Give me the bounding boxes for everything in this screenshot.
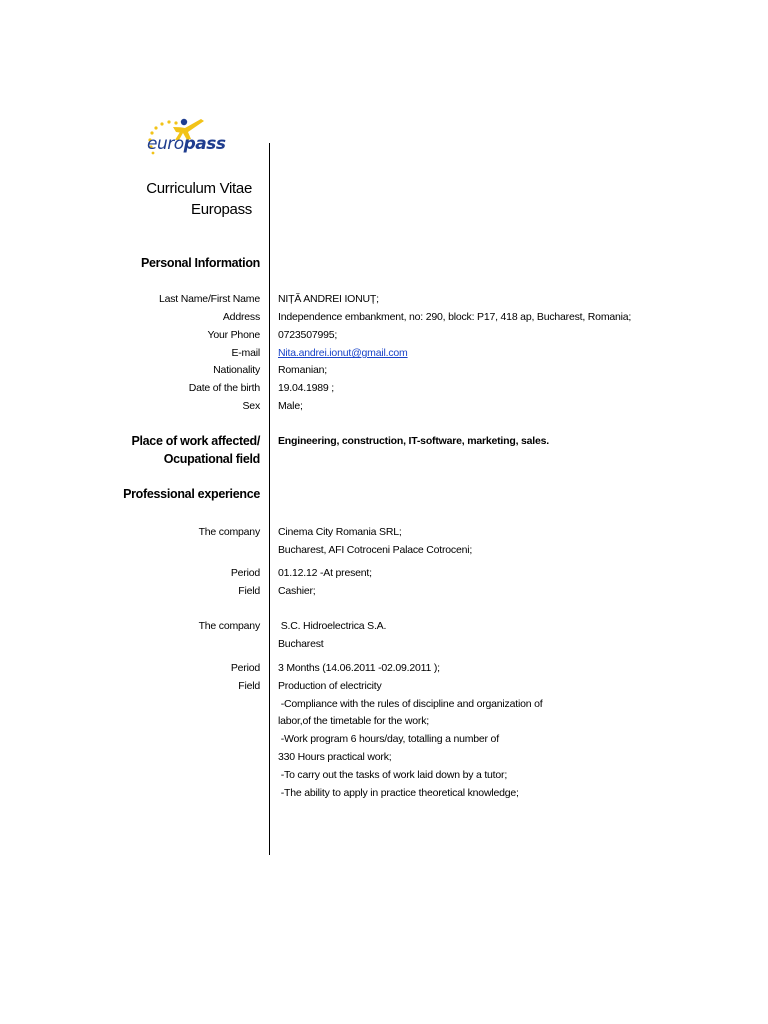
job2-field-line5: 330 Hours practical work; (278, 751, 392, 763)
birth-date-value: 19.04.1989 ; (278, 382, 334, 394)
job2-field-line4: -Work program 6 hours/day, totalling a number of (278, 733, 499, 745)
sex-value: Male; (278, 400, 303, 412)
experience-heading: Professional experience (123, 487, 260, 501)
job1-company-label: The company (198, 526, 260, 538)
last-name-value: NIȚĂ ANDREI IONUȚ; (278, 293, 379, 305)
job2-period-value: 3 Months (14.06.2011 -02.09.2011 ); (278, 662, 440, 674)
birth-date-label: Date of the birth (188, 382, 260, 394)
nationality-value: Romanian; (278, 364, 327, 376)
sex-label: Sex (242, 400, 260, 412)
cv-title-line1: Curriculum Vitae (146, 180, 252, 197)
job2-field-line3: labor,of the timetable for the work; (278, 715, 429, 727)
job2-company-label: The company (198, 620, 260, 632)
occupational-value: Engineering, construction, IT-software, marketing, sales. (278, 435, 549, 447)
occupational-heading-line1: Place of work affected/ (131, 434, 260, 448)
job1-period-label: Period (230, 567, 260, 579)
occupational-heading-line2: Ocupational field (163, 452, 260, 466)
job1-company-line1: Cinema City Romania SRL; (278, 526, 402, 538)
address-value: Independence embankment, no: 290, block: P17, 418 ap, Bucharest, Romania; (278, 311, 632, 323)
personal-info-heading: Personal Information (140, 256, 260, 270)
job2-company-line2: Bucharest (278, 638, 324, 650)
phone-value: 0723507995; (278, 329, 338, 341)
vertical-divider (269, 143, 270, 855)
logo-euro-text: euro (147, 134, 184, 154)
logo-pass-text: pass (183, 134, 226, 154)
nationality-label: Nationality (213, 364, 260, 376)
job1-field-value: Cashier; (278, 585, 316, 597)
job2-field-line1: Production of electricity (278, 680, 382, 692)
job2-field-line6: -To carry out the tasks of work laid down by a tutor; (278, 769, 508, 781)
job2-period-label: Period (230, 662, 260, 674)
email-link[interactable]: Nita.andrei.ionut@gmail.com (278, 347, 408, 359)
address-label: Address (222, 311, 260, 323)
job1-company-line2: Bucharest, AFI Cotroceni Palace Cotroceni; (278, 544, 473, 556)
last-name-label: Last Name/First Name (158, 293, 260, 305)
job1-field-label: Field (238, 585, 260, 597)
job2-company-line1: S.C. Hidroelectrica S.A. (278, 620, 387, 632)
job2-field-line7: -The ability to apply in practice theoretical knowledge; (278, 787, 519, 799)
job1-period-value: 01.12.12 -At present; (278, 567, 372, 579)
phone-label: Your Phone (207, 329, 260, 341)
job2-field-line2: -Compliance with the rules of discipline and organization of (278, 698, 543, 710)
job2-field-label: Field (238, 680, 260, 692)
email-label: E-mail (231, 347, 260, 359)
europass-wordmark (147, 134, 226, 154)
cv-title-line2: Europass (191, 201, 252, 218)
